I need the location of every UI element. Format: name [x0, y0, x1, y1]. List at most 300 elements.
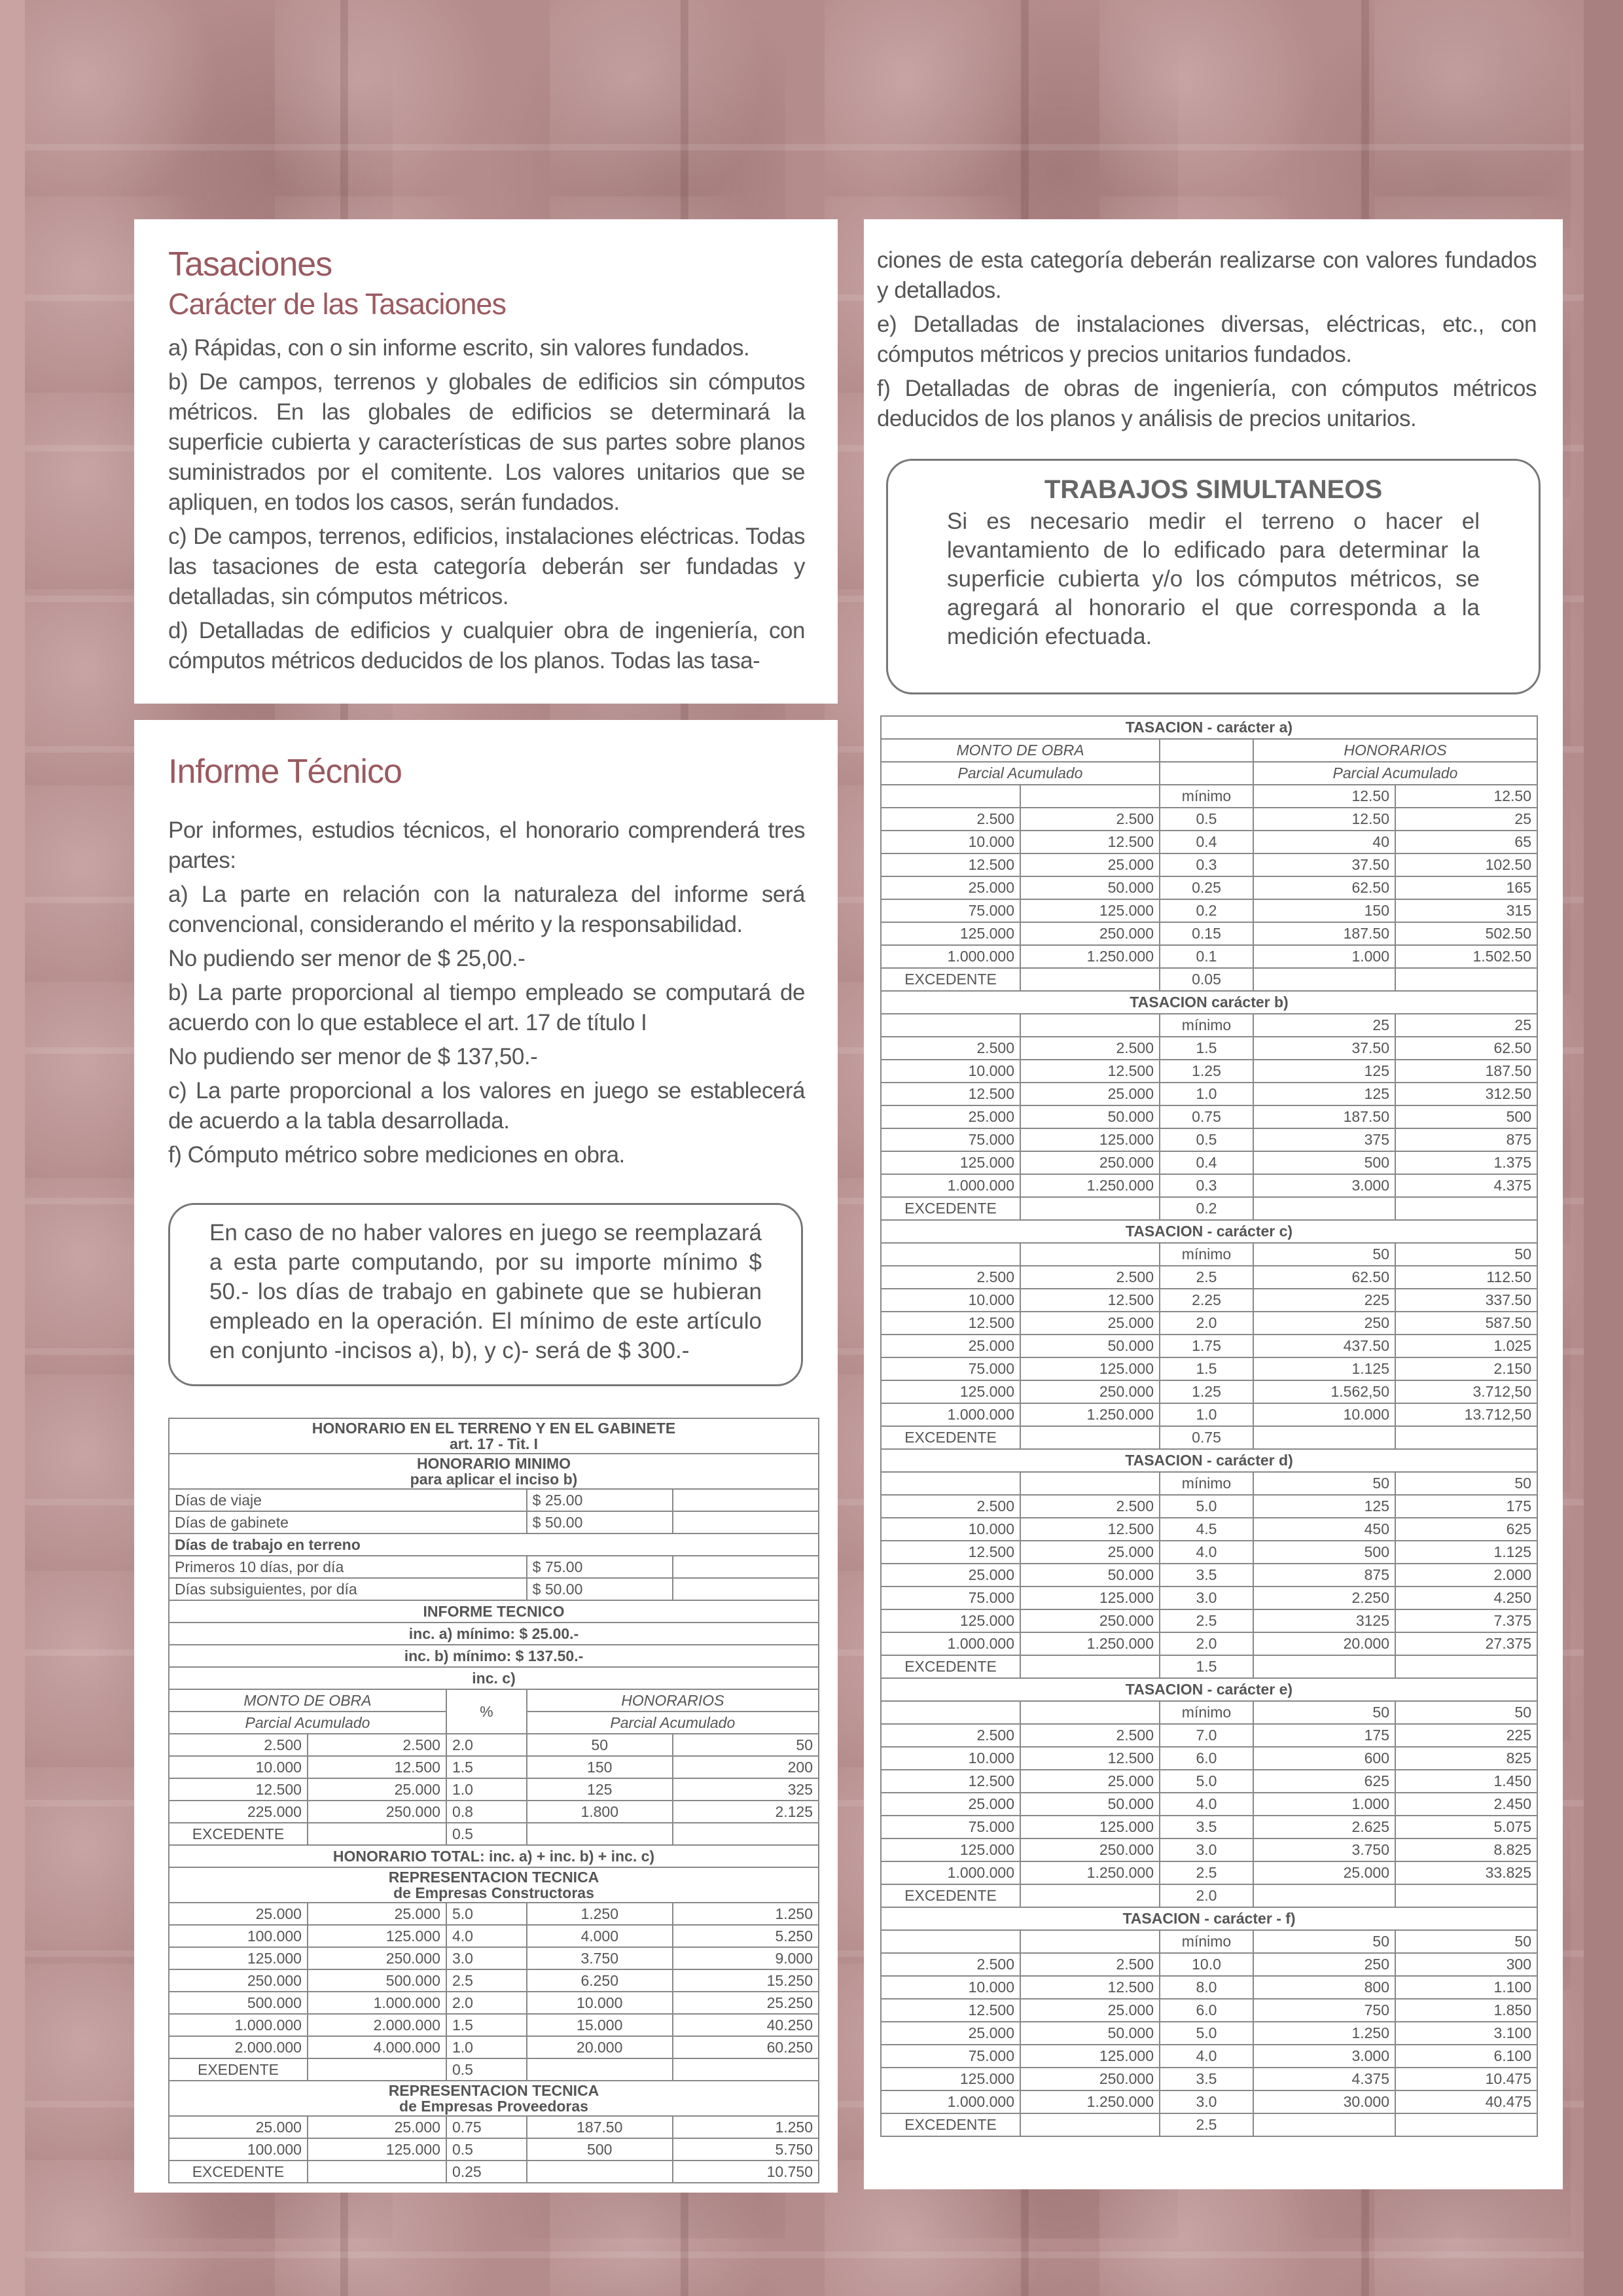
informe-row	[169, 1667, 819, 1689]
table-cell: 225	[1395, 1724, 1537, 1747]
table-cell: 2.500	[169, 1734, 308, 1756]
table-cell: 4.0	[1160, 1541, 1253, 1564]
table-cell: 125.000	[308, 2138, 446, 2161]
cell	[527, 1823, 673, 1845]
cell	[308, 2161, 446, 2183]
table-cell: 250.000	[1020, 922, 1160, 945]
section-title: TASACION - carácter c)	[881, 1220, 1537, 1243]
table-cell: 250.000	[308, 1801, 446, 1823]
table-cell: 1.502.50	[1395, 945, 1537, 968]
table-cell: 50.000	[1020, 1105, 1160, 1128]
cell	[881, 785, 1020, 808]
minimo-row	[881, 1930, 1537, 1953]
table-row	[169, 1556, 819, 1578]
table-cell: 1.125	[1253, 1357, 1395, 1380]
table-row	[881, 1541, 1537, 1564]
table-cell: 4.375	[1253, 2068, 1395, 2090]
excedente-label: EXCEDENTE	[169, 2161, 308, 2183]
table-row	[881, 1037, 1537, 1060]
table-cell: 500.000	[169, 1992, 308, 2014]
table-cell: 2.000.000	[308, 2014, 446, 2036]
table-row	[881, 1174, 1537, 1197]
cell	[1020, 1014, 1160, 1037]
table-cell: 1.5	[446, 1756, 527, 1778]
cell	[673, 1511, 819, 1534]
informe-title: Informe Técnico	[168, 753, 402, 791]
representacion-constructoras-header-cell	[169, 1867, 819, 1903]
honorario-minimo-header-cell	[169, 1454, 819, 1489]
table-cell: 1.0	[446, 2036, 527, 2058]
section-title: TASACION carácter b)	[881, 991, 1537, 1014]
table-cell: 10.0	[1160, 1953, 1253, 1976]
table-cell: 75.000	[881, 1128, 1020, 1151]
parcial-header: Parcial Acumulado	[169, 1712, 446, 1734]
table-cell: 10.000	[881, 1289, 1020, 1312]
tasaciones-subtitle: Carácter de las Tasaciones	[168, 287, 506, 321]
table-cell: 325	[673, 1778, 819, 1801]
table-cell: 125.000	[308, 1925, 446, 1947]
informe-paragraph: b) La parte proporcional al tiempo empleado se computará de acuerdo con lo que establece el art. 17 de título I	[168, 979, 805, 1035]
table-cell: 3.5	[1160, 1564, 1253, 1587]
terreno-label: Días de trabajo en terreno	[169, 1534, 819, 1556]
cell	[527, 2161, 673, 2183]
cell	[881, 1014, 1020, 1037]
table-cell: 15.250	[673, 1969, 819, 1992]
table-cell: 102.50	[1395, 853, 1537, 876]
table-cell: 3.750	[527, 1947, 673, 1969]
minimo-parcial: 12.50	[1253, 785, 1395, 808]
table-cell: 125.000	[1020, 1587, 1160, 1609]
table-cell: 125.000	[1020, 2045, 1160, 2068]
table-cell: 125.000	[881, 1609, 1020, 1632]
table-cell: 1.25	[1160, 1060, 1253, 1083]
table-row	[881, 1861, 1537, 1884]
table-cell: 2.0	[446, 1734, 527, 1756]
table-cell: 20.000	[1253, 1632, 1395, 1655]
table-cell: 10.000	[881, 831, 1020, 853]
table-row	[881, 922, 1537, 945]
table-row	[881, 1380, 1537, 1403]
table-cell: 25.000	[308, 1778, 446, 1801]
table-cell: 2.0	[1160, 1312, 1253, 1335]
representacion-proveedoras-header	[169, 2081, 819, 2116]
table-cell: 12.500	[1020, 1976, 1160, 1999]
table-row	[881, 808, 1537, 831]
table-cell: 1.000.000	[881, 1632, 1020, 1655]
representacion-proveedoras-header-line: de Empresas Proveedoras	[399, 2097, 588, 2115]
minimo-parcial: 50	[1253, 1701, 1395, 1724]
cell	[881, 1243, 1020, 1266]
table-row	[169, 1969, 819, 1992]
table-cell: 4.0	[1160, 1793, 1253, 1816]
honorario-header-line: art. 17 - Tit. I	[449, 1435, 539, 1452]
tasacion-fee-table	[880, 715, 1538, 2137]
table-row	[169, 1489, 819, 1511]
table-cell: 25.000	[1020, 853, 1160, 876]
minimo-acumulado: 25	[1395, 1014, 1537, 1037]
table-cell: 4.0	[1160, 2045, 1253, 2068]
cell	[1020, 785, 1160, 808]
cell	[1253, 968, 1395, 991]
cell	[1020, 1426, 1160, 1449]
excedente-value: 0.75	[1160, 1426, 1253, 1449]
table-cell: 1.0	[446, 1778, 527, 1801]
tasaciones-continuation: e) Detalladas de instalaciones diversas, eléctricas, etc., con cómputos métricos y precios unitarios fundados.	[877, 312, 1537, 367]
informe-line: INFORME TECNICO	[169, 1600, 819, 1623]
table-cell: 37.50	[1253, 1037, 1395, 1060]
table-cell: 600	[1253, 1747, 1395, 1770]
table-cell: 2.625	[1253, 1816, 1395, 1839]
table-cell: 337.50	[1395, 1289, 1537, 1312]
table-cell: 225.000	[169, 1801, 308, 1823]
table-cell: 37.50	[1253, 853, 1395, 876]
excedente-label: EXCEDENTE	[881, 1655, 1020, 1678]
excedente-label: EXCEDENTE	[881, 2113, 1020, 2136]
table-cell: 30.000	[1253, 2090, 1395, 2113]
table-cell: 10.000	[881, 1976, 1020, 1999]
table-row	[881, 1289, 1537, 1312]
table-cell: 2.500	[1020, 1724, 1160, 1747]
table-cell: 225	[1253, 1289, 1395, 1312]
table-row	[881, 899, 1537, 922]
trabajos-simultaneos-title: TRABAJOS SIMULTANEOS	[1044, 475, 1383, 504]
table-cell: 250.000	[308, 1947, 446, 1969]
table-cell: 50.000	[1020, 1335, 1160, 1357]
table-cell: 2.5	[1160, 1861, 1253, 1884]
header-spacer	[1160, 739, 1253, 762]
table-cell: 2.000.000	[169, 2036, 308, 2058]
table-cell: 75.000	[881, 899, 1020, 922]
table-cell: 3.000	[1253, 2045, 1395, 2068]
honorario-minimo-header-line: HONORARIO MINIMO	[416, 1454, 571, 1472]
excedente-value: 0.5	[446, 1823, 527, 1845]
table-cell: 1.025	[1395, 1335, 1537, 1357]
row-label: Días subsiguientes, por día	[169, 1578, 527, 1600]
table-cell: 50.000	[1020, 1564, 1160, 1587]
table-cell: 25.000	[881, 1564, 1020, 1587]
table-cell: 25.000	[881, 1105, 1020, 1128]
table-cell: 875	[1395, 1128, 1537, 1151]
cell	[1020, 1243, 1160, 1266]
table-cell: 20.000	[527, 2036, 673, 2058]
table-cell: 2.250	[1253, 1587, 1395, 1609]
table-row	[169, 1734, 819, 1756]
parcial-header: Parcial Acumulado	[881, 762, 1160, 785]
table-cell: 2.500	[881, 808, 1020, 831]
table-cell: 4.000	[527, 1925, 673, 1947]
wall-right-edge	[1584, 0, 1623, 2296]
table-row	[169, 1756, 819, 1778]
table-cell: 150	[527, 1756, 673, 1778]
cell	[881, 1701, 1020, 1724]
table-cell: 125	[1253, 1060, 1395, 1083]
table-cell: 6.250	[527, 1969, 673, 1992]
table-row	[881, 1357, 1537, 1380]
minimo-parcial: 50	[1253, 1243, 1395, 1266]
minimo-acumulado: 50	[1395, 1930, 1537, 1953]
table-cell: 4.5	[1160, 1518, 1253, 1541]
table-cell: 62.50	[1253, 1266, 1395, 1289]
table-cell: 4.250	[1395, 1587, 1537, 1609]
tasaciones-paragraph: d) Detalladas de edificios y cualquier obra de ingeniería, con cómputos métricos deducidos de los planos. Todas las tasa-	[168, 617, 805, 673]
excedente-row	[881, 968, 1537, 991]
informe-paragraph: f) Cómputo métrico sobre mediciones en obra.	[168, 1141, 625, 1168]
table-cell: 1.250	[673, 1903, 819, 1925]
table-cell: 50.000	[1020, 876, 1160, 899]
table-cell: 1.000.000	[308, 1992, 446, 2014]
informe-paragraph: a) La parte en relación con la naturaleza del informe será convencional, considerando el mérito y la responsabilidad.	[168, 881, 805, 937]
table-cell: 500	[527, 2138, 673, 2161]
excedente-label: EXCEDENTE	[169, 1823, 308, 1845]
tasaciones-paragraph: b) De campos, terrenos y globales de edificios sin cómputos métricos. En las globales de edificios se determinará la superficie cubierta y características de sus partes sobre planos suministrados por el comitente. Los valores unitarios que se apliquen, en todos los casos, serán fundados.	[168, 368, 805, 515]
table-cell: 1.000	[1253, 945, 1395, 968]
honorario-table	[168, 1418, 819, 2183]
table-cell: 25	[1395, 808, 1537, 831]
table-cell: 5.0	[1160, 1770, 1253, 1793]
minimo-row	[881, 1472, 1537, 1495]
table-cell: 6.0	[1160, 1999, 1253, 2022]
table-cell: 250.000	[1020, 1839, 1160, 1861]
section-title-row	[881, 1907, 1537, 1930]
table-cell: 500	[1395, 1105, 1537, 1128]
table-cell: 125.000	[1020, 1357, 1160, 1380]
tasaciones-panel	[134, 219, 838, 704]
table-cell: 6.0	[1160, 1747, 1253, 1770]
table-cell: 250	[1253, 1312, 1395, 1335]
table-cell: 12.500	[881, 1999, 1020, 2022]
cell	[1395, 968, 1537, 991]
table-cell: 1.5	[1160, 1357, 1253, 1380]
table-cell: 1.562,50	[1253, 1380, 1395, 1403]
table-cell: 2.500	[1020, 808, 1160, 831]
table-cell: 3.750	[1253, 1839, 1395, 1861]
table-cell: 1.5	[1160, 1037, 1253, 1060]
table-cell: 587.50	[1395, 1312, 1537, 1335]
table-cell: 13.712,50	[1395, 1403, 1537, 1426]
minimo-acumulado: 50	[1395, 1472, 1537, 1495]
informe-tecnico-panel	[134, 720, 838, 2193]
header-row	[881, 739, 1537, 762]
cell	[1020, 1701, 1160, 1724]
table-cell: 312.50	[1395, 1083, 1537, 1105]
table-cell: 2.500	[1020, 1495, 1160, 1518]
table-cell: 750	[1253, 1999, 1395, 2022]
table-row	[881, 2045, 1537, 2068]
table-cell: 175	[1395, 1495, 1537, 1518]
trabajos-simultaneos-text: Si es necesario medir el terreno o hacer el levantamiento de lo edificado para determinar la superficie cubierta y/o los cómputos métricos, se agregará al honorario el que corresponda a la medición efectuada.	[947, 509, 1480, 649]
excedente-label: EXCEDENTE	[881, 1426, 1020, 1449]
tasaciones-continuation: ciones de esta categoría deberán realizarse con valores fundados y detallados.	[877, 247, 1537, 303]
cell	[1020, 1930, 1160, 1953]
cell	[1253, 1884, 1395, 1907]
table-cell: 3125	[1253, 1609, 1395, 1632]
table-cell: 50	[527, 1734, 673, 1756]
cell	[1253, 2113, 1395, 2136]
table-cell: 25.000	[1253, 1861, 1395, 1884]
table-cell: 125.000	[1020, 1816, 1160, 1839]
informe-paragraph: No pudiendo ser menor de $ 137,50.-	[168, 1043, 538, 1069]
excedente-row	[169, 1823, 819, 1845]
representacion-constructoras-header-line: de Empresas Constructoras	[393, 1884, 594, 1901]
cell	[308, 2058, 446, 2081]
informe-row	[169, 1645, 819, 1667]
table-cell: 25.000	[1020, 1083, 1160, 1105]
informe-paragraph: Por informes, estudios técnicos, el honorario comprenderá tres partes:	[168, 817, 805, 873]
table-cell: 100.000	[169, 1925, 308, 1947]
table-cell: 10.000	[1253, 1403, 1395, 1426]
cell	[1020, 2113, 1160, 2136]
minimo-row	[881, 785, 1537, 808]
table-cell: 12.500	[169, 1778, 308, 1801]
honorarios-header: HONORARIOS	[1253, 739, 1537, 762]
table-cell: 1.250.000	[1020, 1174, 1160, 1197]
table-cell: 3.5	[1160, 2068, 1253, 2090]
table-cell: 250	[1253, 1953, 1395, 1976]
table-row	[881, 831, 1537, 853]
wall-left-edge	[0, 0, 25, 2296]
excedente-row	[881, 2113, 1537, 2136]
excedente-row	[881, 1426, 1537, 1449]
cell	[527, 2058, 673, 2081]
table-row	[169, 2014, 819, 2036]
table-row	[881, 1564, 1537, 1587]
table-cell: 1.0	[1160, 1403, 1253, 1426]
table-cell: 2.500	[1020, 1037, 1160, 1060]
table-cell: 2.125	[673, 1801, 819, 1823]
table-cell: 125	[1253, 1495, 1395, 1518]
table-row	[169, 1578, 819, 1600]
trabajos-simultaneos-box	[886, 459, 1541, 694]
table-cell: 187.50	[1253, 922, 1395, 945]
table-row	[881, 1083, 1537, 1105]
parcial-header: Parcial Acumulado	[1253, 762, 1537, 785]
table-cell: 10.475	[1395, 2068, 1537, 2090]
excedente-label: EXCEDENTE	[881, 968, 1020, 991]
table-cell: 625	[1395, 1518, 1537, 1541]
section-title-row	[881, 1678, 1537, 1701]
table-cell: 2.500	[1020, 1953, 1160, 1976]
table-cell: 2.500	[881, 1266, 1020, 1289]
excedente-value: 2.0	[1160, 1884, 1253, 1907]
table-cell: 1.375	[1395, 1151, 1537, 1174]
table-row	[881, 1105, 1537, 1128]
cell	[1395, 1426, 1537, 1449]
table-cell: 1.250	[673, 2116, 819, 2138]
honorario-minimo-header-line: para aplicar el inciso b)	[410, 1470, 578, 1488]
monto-header: MONTO DE OBRA	[881, 739, 1160, 762]
table-cell: 502.50	[1395, 922, 1537, 945]
cell	[1253, 1197, 1395, 1220]
minimo-row	[881, 1243, 1537, 1266]
table-cell: 0.1	[1160, 945, 1253, 968]
excedente-row	[881, 1884, 1537, 1907]
table-row	[169, 1903, 819, 1925]
cell	[1020, 1655, 1160, 1678]
table-cell: 125	[1253, 1083, 1395, 1105]
table-cell: 250.000	[1020, 1151, 1160, 1174]
table-cell: 25.000	[1020, 1770, 1160, 1793]
table-row	[881, 2022, 1537, 2045]
table-cell: 12.500	[881, 1541, 1020, 1564]
table-cell: 125.000	[881, 922, 1020, 945]
cell	[1395, 2113, 1537, 2136]
table-cell: 1.000.000	[881, 945, 1020, 968]
table-cell: 500	[1253, 1541, 1395, 1564]
table-cell: 12.500	[1020, 1518, 1160, 1541]
cell	[1020, 1472, 1160, 1495]
table-cell: 9.000	[673, 1947, 819, 1969]
table-cell: 40.250	[673, 2014, 819, 2036]
table-cell: 10.000	[527, 1992, 673, 2014]
table-row	[169, 2116, 819, 2138]
representacion-constructoras-header-line: REPRESENTACION TECNICA	[388, 1868, 599, 1886]
table-cell: 7.0	[1160, 1724, 1253, 1747]
table-cell: 2.500	[881, 1724, 1020, 1747]
table-cell: 75.000	[881, 1357, 1020, 1380]
table-cell: 3.0	[446, 1947, 527, 1969]
header-row	[169, 1689, 819, 1712]
cell	[881, 1472, 1020, 1495]
table-cell: 62.50	[1253, 876, 1395, 899]
table-cell: 1.850	[1395, 1999, 1537, 2022]
table-row	[881, 1495, 1537, 1518]
table-cell: 25.000	[169, 1903, 308, 1925]
table-cell: 125.000	[881, 1380, 1020, 1403]
minimo-parcial: 25	[1253, 1014, 1395, 1037]
informe-paragraph: No pudiendo ser menor de $ 25,00.-	[168, 945, 526, 971]
minimo-row	[881, 1014, 1537, 1037]
table-cell: 165	[1395, 876, 1537, 899]
table-cell: 0.4	[1160, 831, 1253, 853]
cell	[673, 1489, 819, 1511]
table-cell: 25.000	[881, 2022, 1020, 2045]
minimo-label: mínimo	[1160, 1014, 1253, 1037]
representacion-proveedoras-header-cell	[169, 2081, 819, 2116]
table-cell: 4.000.000	[308, 2036, 446, 2058]
cell	[308, 1823, 446, 1845]
informe-line: inc. c)	[169, 1667, 819, 1689]
table-cell: 50.000	[1020, 2022, 1160, 2045]
table-cell: 10.000	[881, 1060, 1020, 1083]
table-cell: 2.5	[1160, 1266, 1253, 1289]
table-cell: 5.750	[673, 2138, 819, 2161]
table-row	[881, 1999, 1537, 2022]
table-row	[169, 2036, 819, 2058]
table-cell: 40	[1253, 831, 1395, 853]
table-cell: 1.125	[1395, 1541, 1537, 1564]
table-cell: 1.000	[1253, 1793, 1395, 1816]
table-cell: 5.075	[1395, 1816, 1537, 1839]
table-cell: 250.000	[1020, 1609, 1160, 1632]
informe-note-text: En caso de no haber valores en juego se reemplazará a esta parte computando, por su importe mínimo $ 50.- los días de trabajo en gabinete que se hubieran empleado en la operación. El mínimo de este artículo en conjunto -incisos a), b), y c)- será de $ 300.-	[209, 1219, 762, 1363]
table-cell: 25.000	[308, 2116, 446, 2138]
terreno-row	[169, 1534, 819, 1556]
parcial-header: Parcial Acumulado	[527, 1712, 819, 1734]
table-row	[169, 1947, 819, 1969]
table-cell: 1.000.000	[881, 1861, 1020, 1884]
table-cell: 825	[1395, 1747, 1537, 1770]
minimo-label: mínimo	[1160, 1701, 1253, 1724]
row-value: $ 50.00	[527, 1511, 673, 1534]
tasaciones-title: Tasaciones	[168, 245, 332, 283]
table-row	[881, 1587, 1537, 1609]
table-cell: 187.50	[1395, 1060, 1537, 1083]
table-cell: 12.500	[881, 853, 1020, 876]
table-row	[881, 1060, 1537, 1083]
table-cell: 0.8	[446, 1801, 527, 1823]
table-cell: 250.000	[1020, 2068, 1160, 2090]
informe-note-box	[168, 1203, 803, 1386]
